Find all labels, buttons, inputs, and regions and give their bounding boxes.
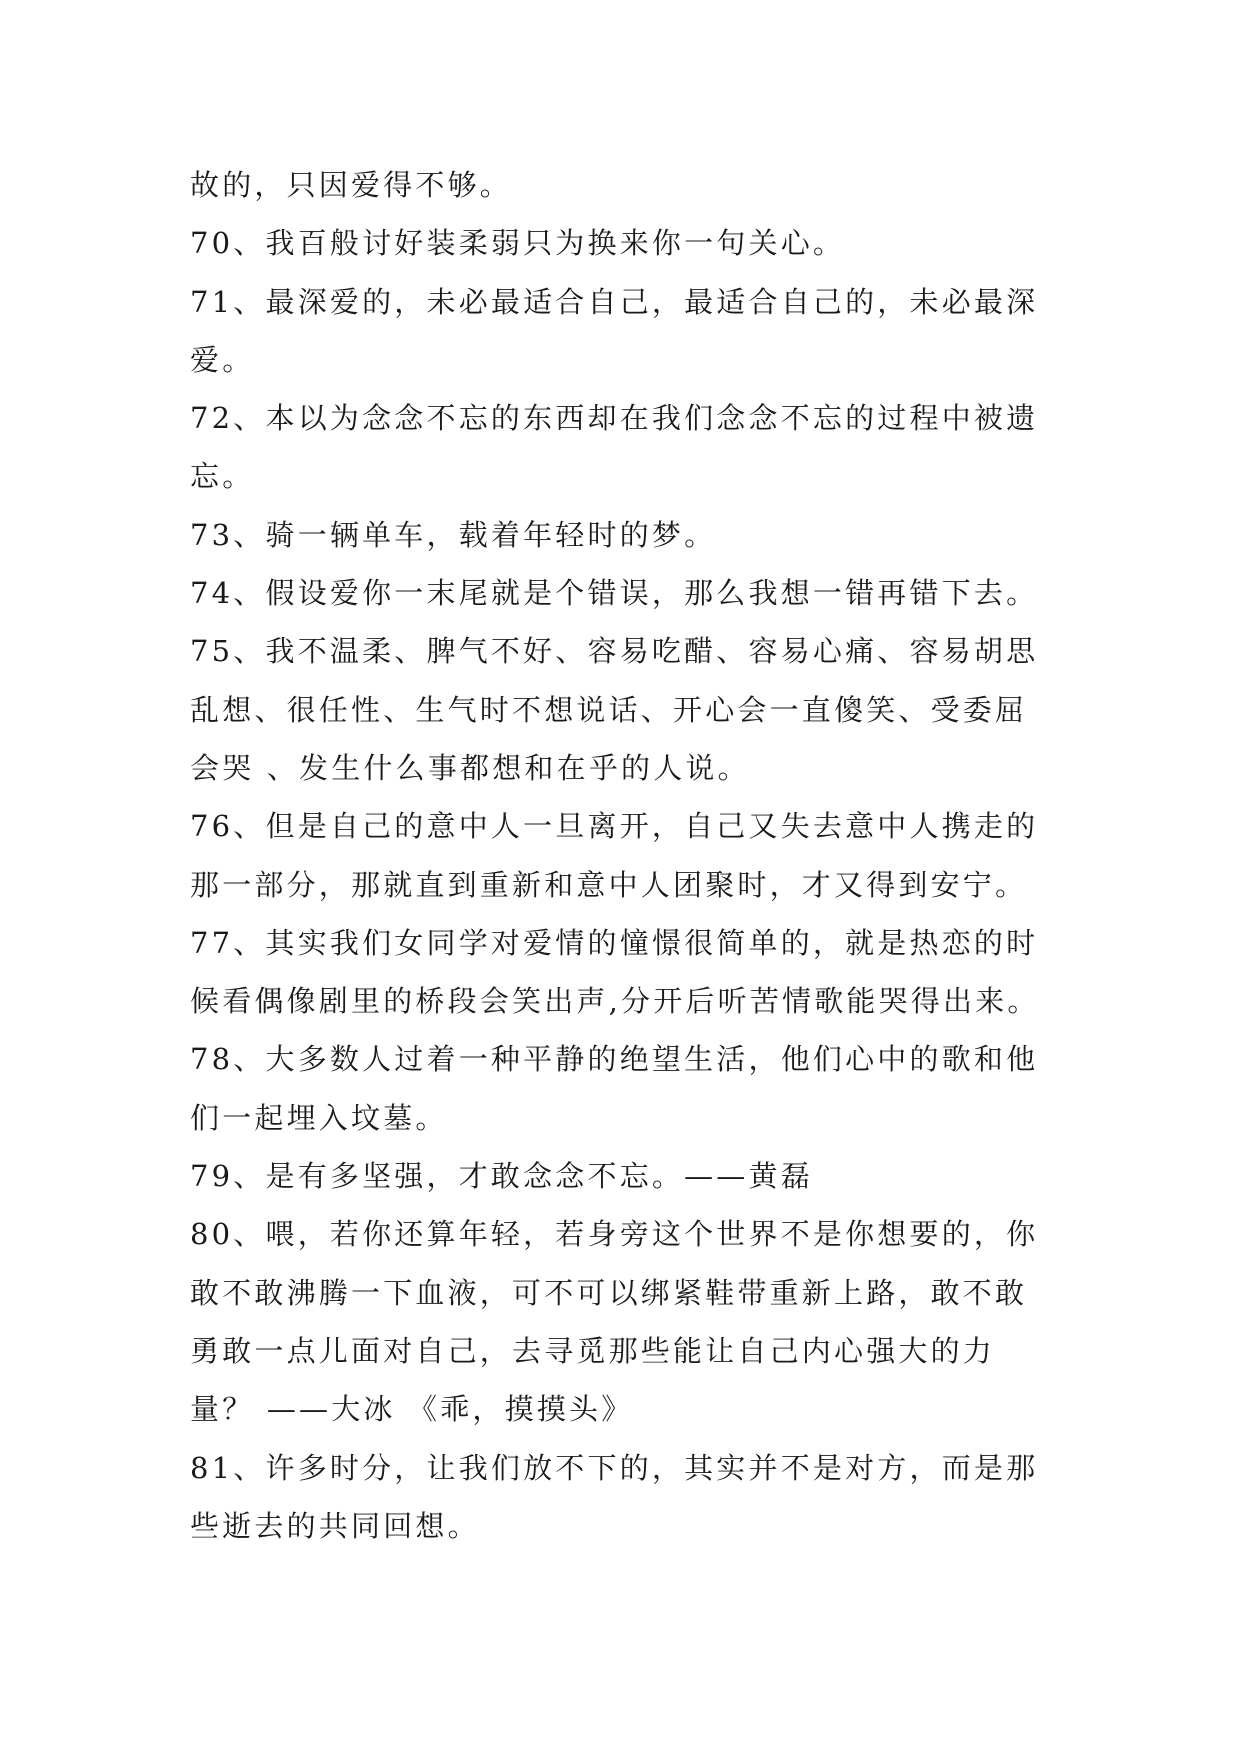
text-line: 77、其实我们女同学对爱情的憧憬很简单的，就是热恋的时 — [190, 925, 1039, 960]
text-line: 71、最深爱的，未必最适合自己，最适合自己的，未必最深 — [190, 284, 1039, 319]
text-line: 忘。 — [190, 459, 255, 494]
text-line: 那一部分，那就直到重新和意中人团聚时，才又得到安宁。 — [190, 867, 1028, 902]
text-line: 勇敢一点儿面对自己，去寻觅那些能让自己内心强大的力 — [190, 1333, 996, 1368]
text-line: 80、喂，若你还算年轻，若身旁这个世界不是你想要的，你 — [190, 1217, 1039, 1252]
text-line: 些逝去的共同回想。 — [190, 1508, 480, 1543]
text-line: 73、骑一辆单车，载着年轻时的梦。 — [190, 517, 717, 552]
text-line: 72、本以为念念不忘的东西却在我们念念不忘的过程中被遗 — [190, 401, 1039, 436]
text-line: 78、大多数人过着一种平静的绝望生活，他们心中的歌和他 — [190, 1042, 1039, 1077]
text-line: 故的，只因爱得不够。 — [190, 168, 513, 202]
text-line: 74、假设爱你一末尾就是个错误，那么我想一错再错下去。 — [190, 576, 1039, 611]
text-line: 爱。 — [190, 342, 255, 377]
text-line: 81、许多时分，让我们放不下的，其实并不是对方，而是那 — [190, 1450, 1039, 1485]
text-line: 们一起埋入坟墓。 — [190, 1100, 448, 1135]
text-line: 量？ ——大冰 《乖，摸摸头》 — [190, 1392, 634, 1427]
text-line: 75、我不温柔、脾气不好、容易吃醋、容易心痛、容易胡思 — [190, 634, 1039, 669]
text-line: 76、但是自己的意中人一旦离开，自己又失去意中人携走的 — [190, 809, 1039, 844]
text-line: 70、我百般讨好装柔弱只为换来你一句关心。 — [190, 226, 846, 261]
text-line: 会哭 、发生什么事都想和在乎的人说。 — [190, 750, 750, 785]
text-line: 候看偶像剧里的桥段会笑出声,分开后听苦情歌能哭得出来。 — [190, 984, 1040, 1019]
text-line: 敢不敢沸腾一下血液，可不可以绑紧鞋带重新上路，敢不敢 — [190, 1275, 1028, 1310]
document-body — [190, 156, 1070, 1555]
text-line: 乱想、很任性、生气时不想说话、开心会一直傻笑、受委屈 — [190, 692, 1028, 727]
text-line: 79、是有多坚强，才敢念念不忘。——黄磊 — [190, 1159, 813, 1194]
